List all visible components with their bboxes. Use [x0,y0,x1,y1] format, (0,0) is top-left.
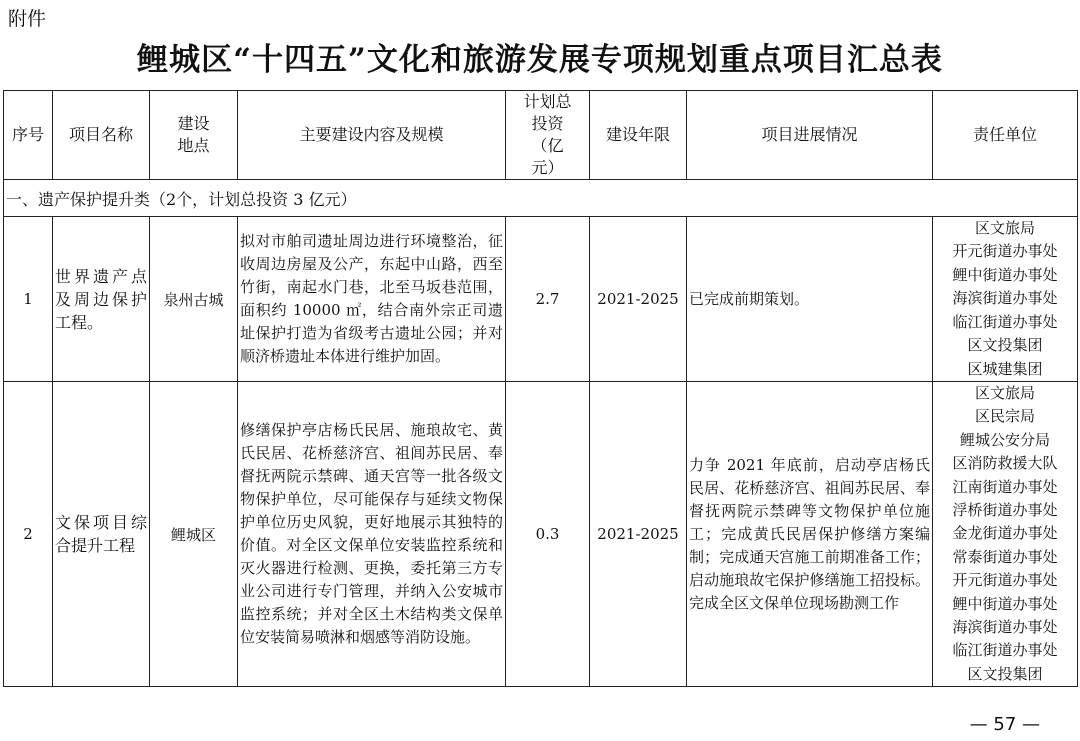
unit-item: 区文旅局 [974,384,1035,402]
category-label: 一、遗产保护提升类（2个，计划总投资 3 亿元） [4,180,1078,217]
page-number: — 57 — [969,714,1040,735]
project-table [3,90,1078,687]
row-location: 鲤城区 [150,382,238,687]
row-units [933,217,1078,382]
row-period: 2021-2025 [590,382,687,687]
row-period: 2021-2025 [590,217,687,382]
header-name: 项目名称 [53,91,150,180]
attachment-label: 附件 [8,8,47,30]
category-row [4,180,1078,217]
unit-item: 浮桥街道办事处 [952,501,1058,520]
header-location: 建设地点 [150,91,238,180]
header-progress: 项目进展情况 [687,91,933,180]
unit-item: 区民宗局 [974,407,1035,426]
unit-item: 海滨街道办事处 [952,289,1058,308]
unit-item: 临江街道办事处 [952,312,1058,331]
unit-item: 江南街道办事处 [952,477,1058,496]
table-row [4,382,1078,687]
row-location: 泉州古城 [150,217,238,382]
row-name: 文保项目综合提升工程 [53,382,150,687]
unit-item: 区城建集团 [967,359,1043,378]
row-seq: 1 [4,217,53,382]
row-content: 拟对市舶司遗址周边进行环境整治，征收周边房屋及公产，东起中山路，西至竹街，南起水门巷，北至马坂巷范围，面积约 10000 ㎡，结合南外宗正司遗址保护打造为省级考古遗址公园；并对顺济桥遗址本体进行维护加固。 [238,217,506,382]
header-seq: 序号 [4,91,53,180]
unit-item: 区文旅局 [974,219,1035,238]
header-investment: 计划总投资（亿元） [506,91,590,180]
unit-item: 区文投集团 [967,336,1043,355]
unit-item: 鲤中街道办事处 [952,594,1058,613]
header-period: 建设年限 [590,91,687,180]
row-name: 世界遗产点及周边保护工程。 [53,217,150,382]
unit-item: 开元街道办事处 [952,242,1058,261]
unit-item: 区文投集团 [967,664,1043,683]
header-content: 主要建设内容及规模 [238,91,506,180]
unit-item: 金龙街道办事处 [952,524,1058,543]
row-progress: 已完成前期策划。 [687,217,933,382]
table-row [4,217,1078,382]
row-content: 修缮保护亭店杨氏民居、施琅故宅、黄氏民居、花桥慈济宫、祖闾苏民居、奉督抚两院示禁碑、通天宫等一批各级文物保护单位，尽可能保存与延续文物保护单位历史风貌，更好地展示其独特的价值。对全区文保单位安装监控系统和灭火器进行检测、更换，委托第三方专业公司进行专门管理，并纳入公安城市监控系统；并对全区土木结构类文保单位安装简易喷淋和烟感等消防设施。 [238,382,506,687]
row-progress: 力争 2021 年底前，启动亭店杨氏民居、花桥慈济宫、祖闾苏民居、奉督抚两院示禁碑等文物保护单位施工；完成黄氏民居保护修缮方案编制；完成通天宫施工前期准备工作；启动施琅故宅保护修缮施工招投标。完成全区文保单位现场勘测工作 [687,382,933,687]
header-unit: 责任单位 [933,91,1078,180]
row-investment: 2.7 [506,217,590,382]
unit-item: 临江街道办事处 [952,641,1058,660]
unit-item: 鲤城公安分局 [959,430,1050,449]
row-seq: 2 [4,382,53,687]
unit-item: 海滨街道办事处 [952,618,1058,637]
unit-item: 鲤中街道办事处 [952,265,1058,284]
unit-item: 开元街道办事处 [952,571,1058,590]
page-title: 鲤城区“十四五”文化和旅游发展专项规划重点项目汇总表 [137,42,943,78]
header-row [4,91,1078,180]
row-investment: 0.3 [506,382,590,687]
unit-item: 常泰街道办事处 [952,547,1058,566]
row-units [933,382,1078,687]
unit-item: 区消防救援大队 [952,454,1058,473]
